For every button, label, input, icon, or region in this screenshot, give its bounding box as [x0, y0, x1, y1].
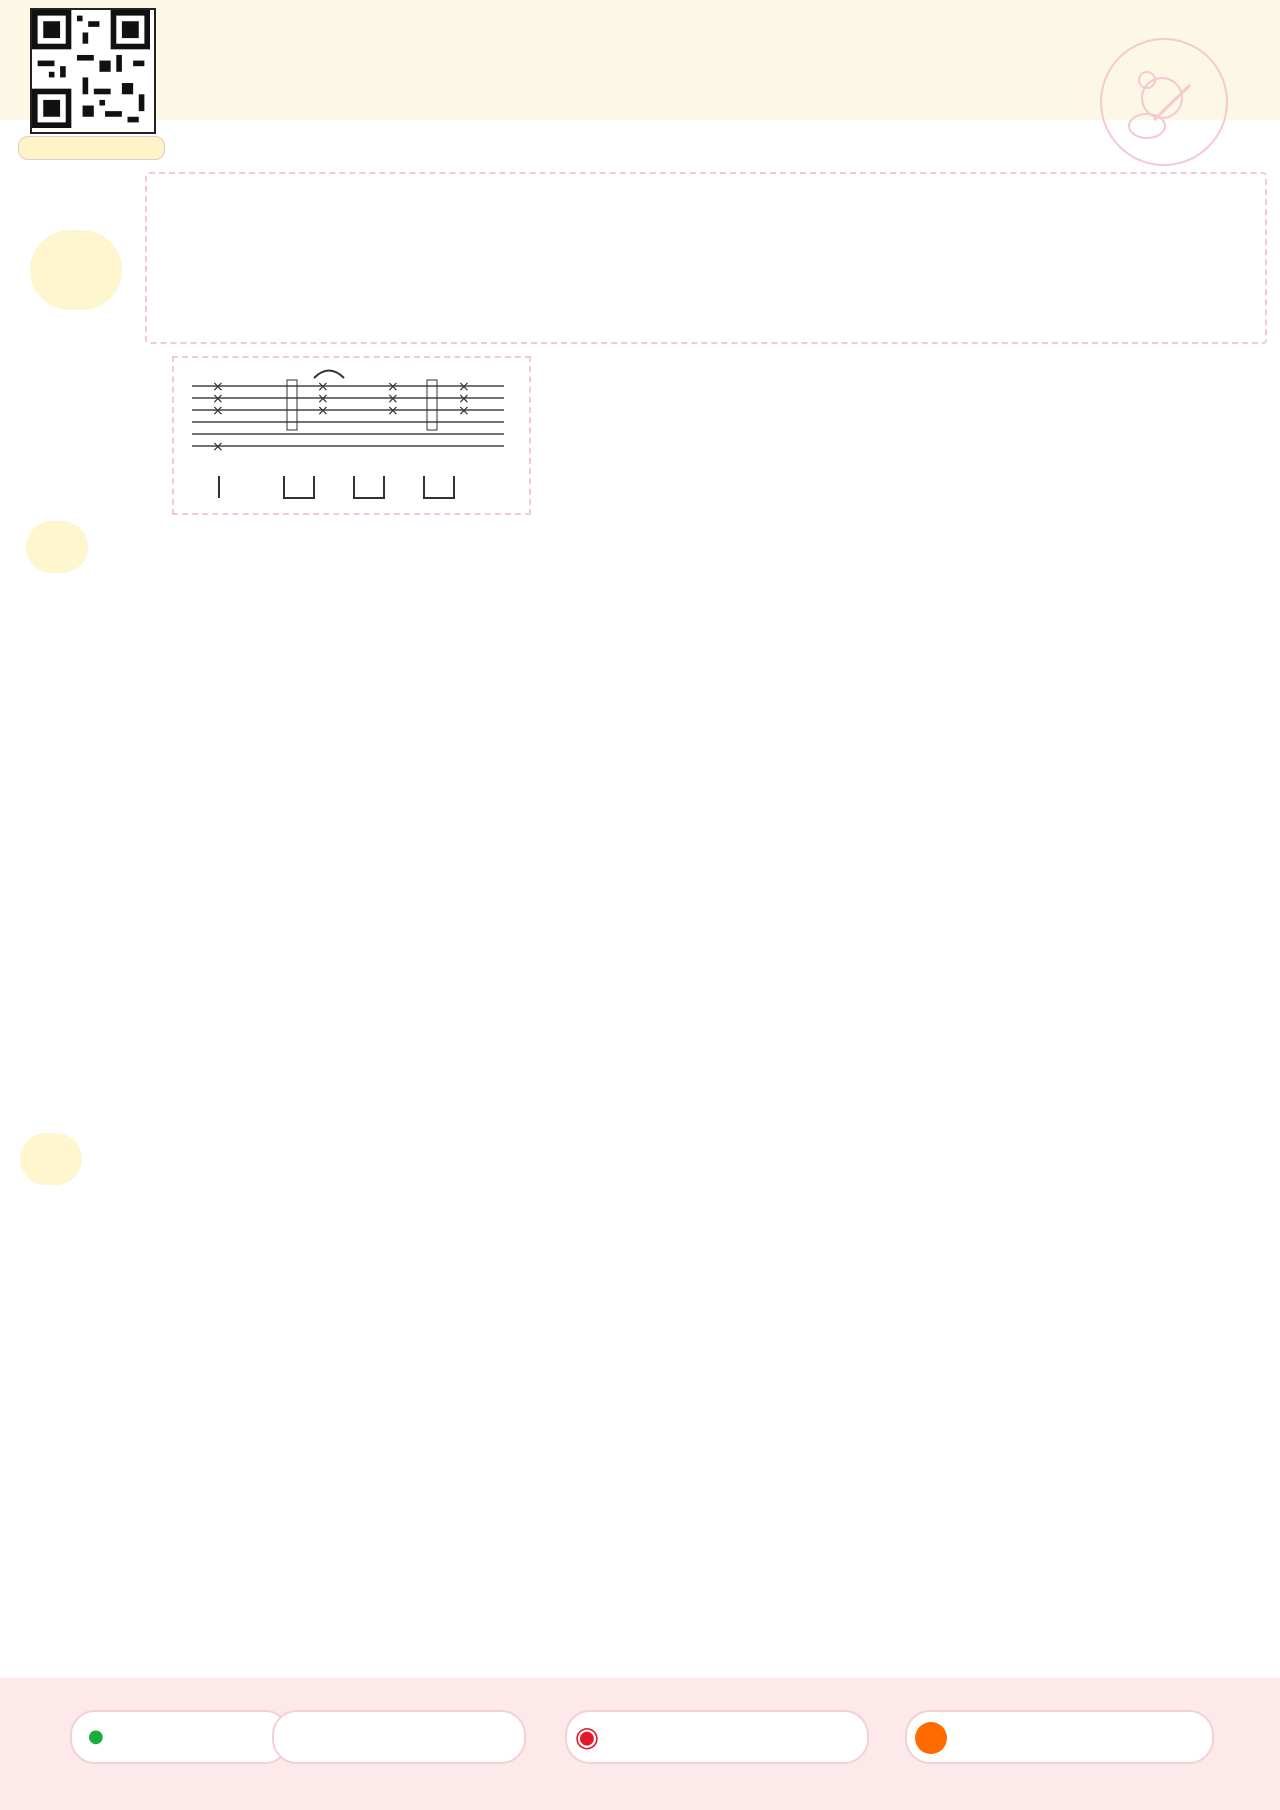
strum-pattern: [174, 358, 529, 513]
svg-text:×: ×: [212, 391, 224, 407]
svg-text:×: ×: [458, 379, 470, 395]
weibo-pill[interactable]: [565, 1710, 869, 1764]
header-band: [0, 0, 1280, 120]
chord-diagram-box: [145, 172, 1267, 344]
svg-text:×: ×: [317, 403, 329, 419]
svg-text:×: ×: [317, 391, 329, 407]
wechat-icon: ●: [88, 1726, 104, 1747]
section-marker-bear: [20, 1133, 82, 1185]
svg-text:×: ×: [458, 391, 470, 407]
taobao-pill[interactable]: [905, 1710, 1214, 1764]
svg-text:×: ×: [387, 391, 399, 407]
svg-text:×: ×: [387, 379, 399, 395]
weibo-icon: ◉: [574, 1720, 600, 1753]
chord-diagrams: [147, 174, 1265, 342]
qr-caption: [18, 136, 165, 160]
qr-code: [30, 8, 156, 134]
svg-text:×: ×: [212, 403, 224, 419]
section-marker-bear: [26, 521, 88, 573]
video-brands-pill[interactable]: [70, 1710, 290, 1764]
polar-bear-logo: [1100, 38, 1228, 166]
taobao-icon: [915, 1722, 947, 1754]
svg-text:×: ×: [458, 403, 470, 419]
video-channel-pill[interactable]: [272, 1710, 526, 1764]
chord-section-label: [30, 230, 122, 310]
bear-guitar-icon: [1102, 40, 1226, 164]
svg-text:×: ×: [317, 379, 329, 395]
strum-pattern-box: [172, 356, 531, 515]
qr-code-icon: [32, 10, 150, 128]
svg-text:×: ×: [212, 439, 224, 455]
svg-text:×: ×: [212, 379, 224, 395]
footer: [0, 1678, 1280, 1810]
svg-text:×: ×: [387, 403, 399, 419]
